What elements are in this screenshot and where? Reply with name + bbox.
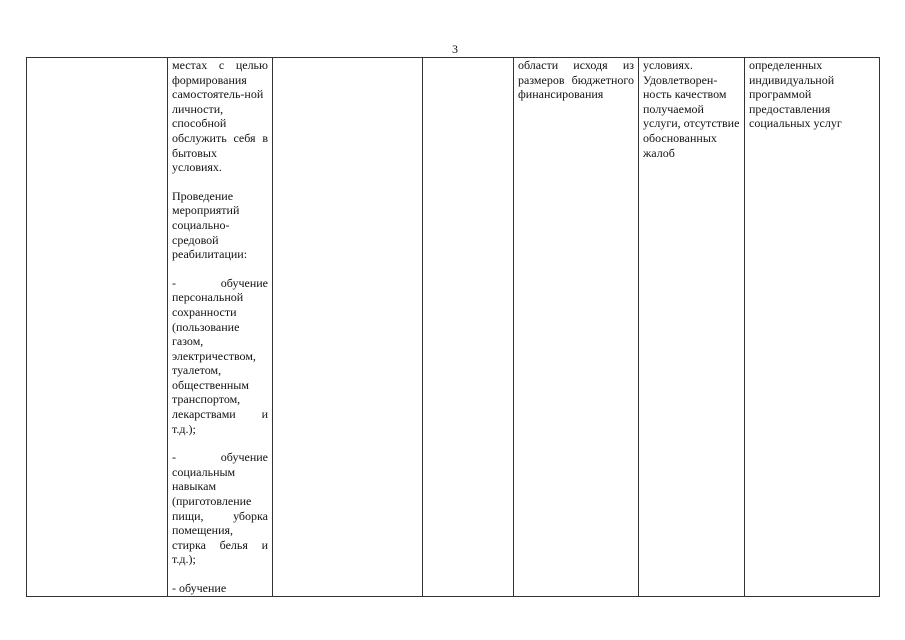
table-row <box>27 58 880 597</box>
table-cell-budget <box>514 58 639 597</box>
services-table <box>26 57 880 597</box>
table-cell-empty-4 <box>423 58 514 597</box>
budget-text: области исходя из размеров бюджетного финансирования <box>518 58 634 102</box>
paragraph-gap <box>172 436 268 450</box>
table-cell-program <box>745 58 880 597</box>
program-text: определенных индивидуальной программой предоставления социальных услуг <box>749 58 842 131</box>
paragraph-gap <box>172 175 268 189</box>
paragraph-gap <box>172 262 268 276</box>
quality-text: условиях. Удовлетворен-ность качеством получаемой услуги, отсутствие обоснованных жалоб <box>643 58 740 160</box>
table-cell-empty-1 <box>27 58 168 597</box>
table-cell-activities <box>168 58 273 597</box>
table-cell-empty-3 <box>273 58 423 597</box>
activity-paragraph: - обучение <box>172 581 227 595</box>
activity-paragraph: местах с целью формирования самостоятель-ной личности, способной обслужить себя в бытовых условиях. <box>172 58 268 175</box>
paragraph-gap <box>172 567 268 581</box>
activity-paragraph: - обучение социальным навыкам (приготовление пищи, уборка помещения, стирка белья и т.д.); <box>172 450 268 567</box>
activity-paragraph: - обучение персональной сохранности (пользование газом, электричеством, туалетом, общественным транспортом, лекарствами и т.д.); <box>172 275 268 436</box>
activity-paragraph: Проведение мероприятий социально-средовой реабилитации: <box>172 188 248 262</box>
table-cell-quality <box>639 58 745 597</box>
activities-text <box>172 58 268 596</box>
page-number: 3 <box>452 42 458 56</box>
